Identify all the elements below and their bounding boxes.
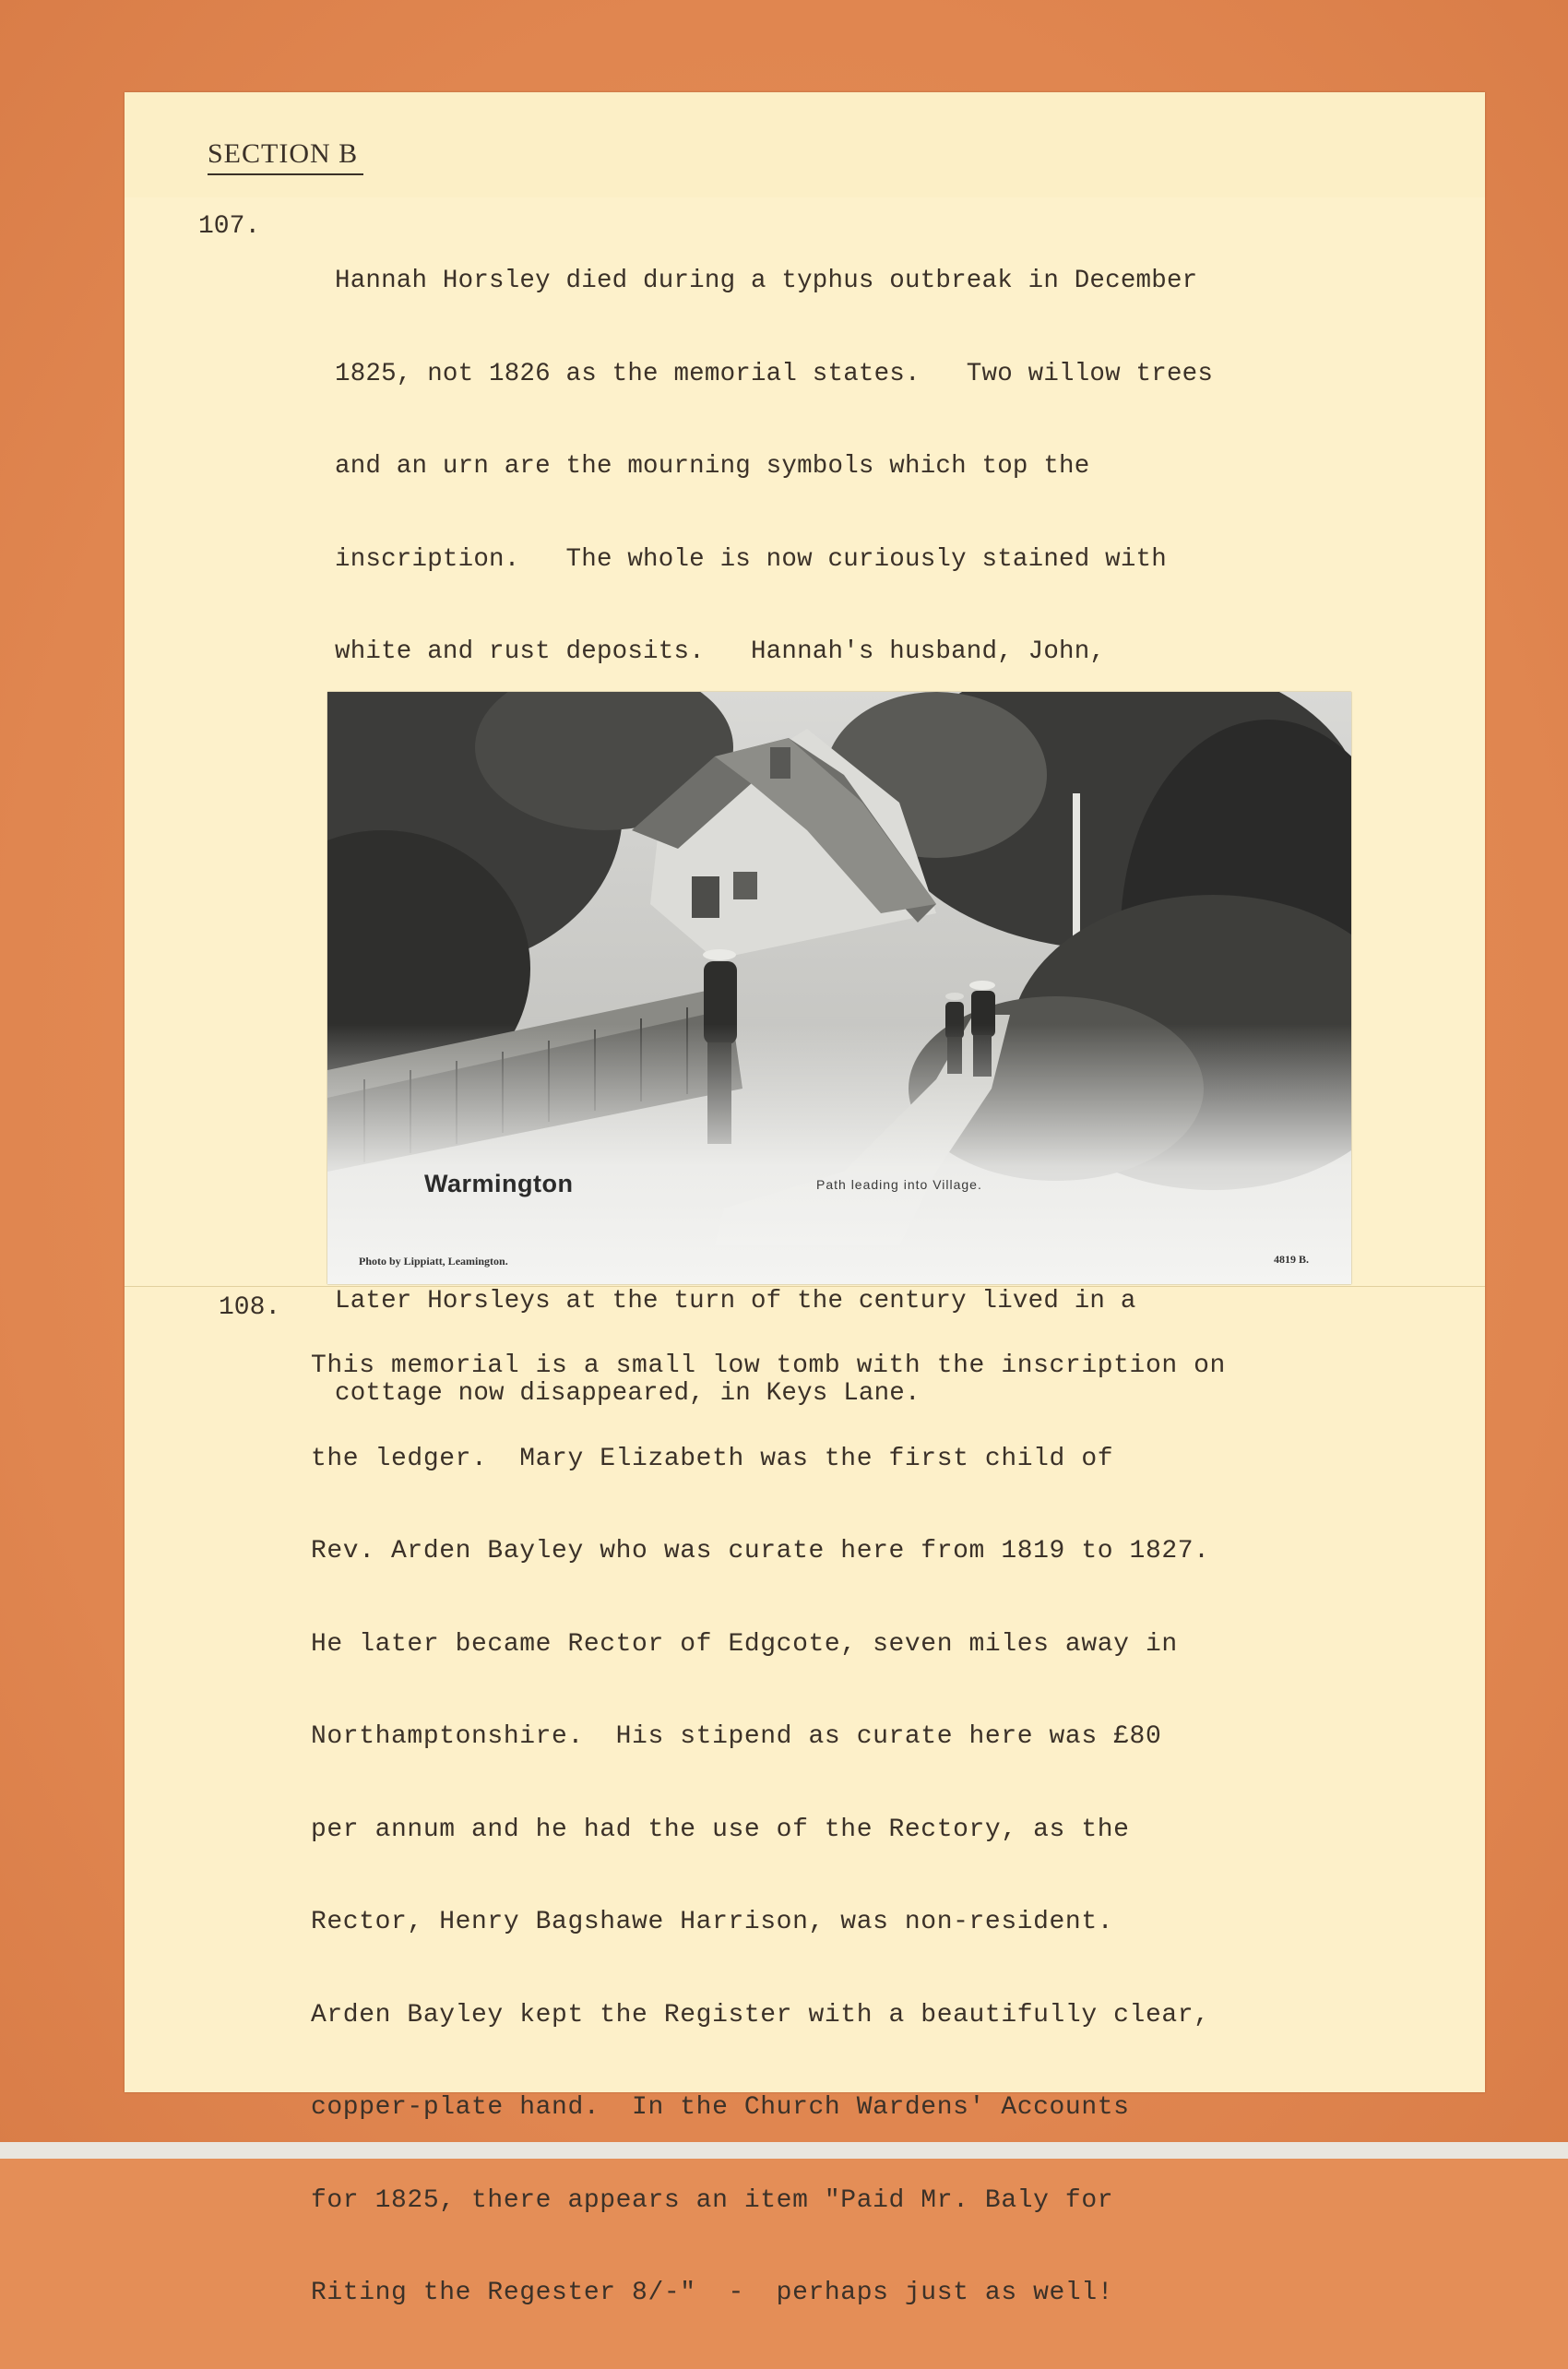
- section-header: [125, 92, 1485, 198]
- text-line: for 1825, there appears an item "Paid Mr. Baly for: [311, 2185, 1114, 2215]
- text-line: Hannah Horsley died during a typhus outbreak in December: [335, 267, 1198, 295]
- text-line: Arden Bayley kept the Register with a beautifully clear,: [311, 2000, 1210, 2030]
- text-line: cottage now disappeared, in Keys Lane.: [335, 1379, 921, 1408]
- text-line: and an urn are the mourning symbols which top the: [335, 452, 1090, 481]
- text-line: This memorial is a small low tomb with the inscription on: [311, 1351, 1226, 1380]
- entry-108-text: [311, 1292, 1226, 2369]
- photo-code: 4819 B.: [1274, 1253, 1310, 1266]
- text-line: white and rust deposits. Hannah's husband, John,: [335, 637, 1106, 666]
- entry-107-number: 107.: [198, 212, 261, 241]
- text-line: the ledger. Mary Elizabeth was the first child of: [311, 1444, 1114, 1473]
- text-line: Later Horsleys at the turn of the century lived in a: [335, 1286, 1136, 1315]
- text-line: inscription. The whole is now curiously stained with: [335, 544, 1167, 574]
- photo-credit: Photo by Lippiatt, Leamington.: [359, 1255, 508, 1268]
- text-line: 1825, not 1826 as the memorial states. Two willow trees: [335, 359, 1214, 388]
- text-line: Riting the Regester 8/-" - perhaps just as well!: [311, 2279, 1114, 2307]
- document-sheet: [125, 92, 1485, 2307]
- warmington-postcard-photo: [327, 692, 1351, 1284]
- text-line: Rector, Henry Bagshawe Harrison, was non-resident.: [311, 1908, 1114, 1936]
- text-line: copper-plate hand. In the Church Wardens' Accounts: [311, 2093, 1130, 2122]
- entry-108-number: 108.: [219, 1293, 281, 1322]
- text-line: per annum and he had the use of the Rectory, as the: [311, 1815, 1130, 1844]
- section-title: SECTION B: [208, 138, 363, 175]
- photo-place-caption: Warmington: [424, 1170, 574, 1197]
- text-line: Northamptonshire. His stipend as curate here was £80: [311, 1722, 1162, 1751]
- photo-description-caption: Path leading into Village.: [816, 1177, 982, 1192]
- text-line: He later became Rector of Edgcote, seven miles away in: [311, 1629, 1178, 1659]
- text-line: Rev. Arden Bayley who was curate here from 1819 to 1827.: [311, 1537, 1210, 1565]
